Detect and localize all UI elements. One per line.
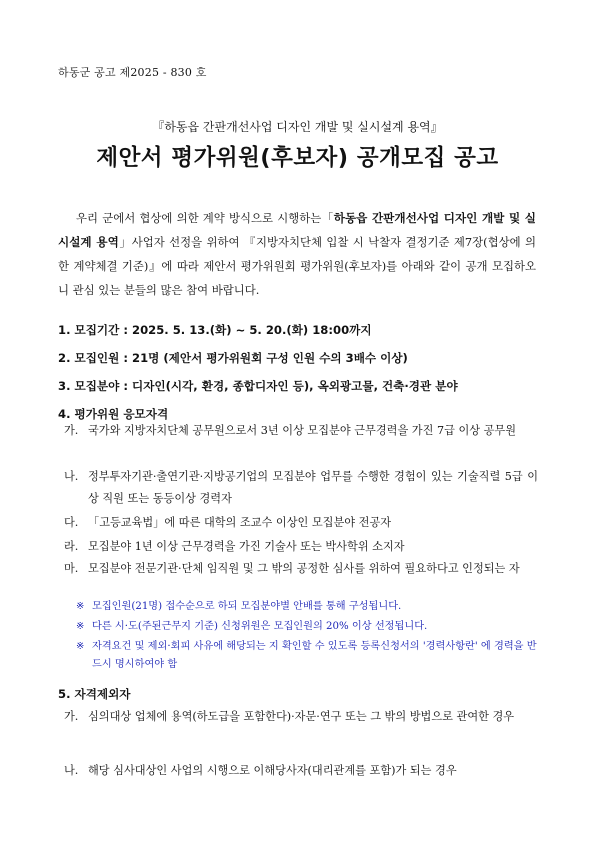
item-text: 모집분야 전문기관·단체 임직원 및 그 밖의 공정한 심사를 위하여 필요하다고 인정되는 자 bbox=[88, 562, 520, 575]
item-text: 정부투자기관·출연기관·지방공기업의 모집분야 업무를 수행한 경험이 있는 기술직렬 5급 이상 직원 또는 동등이상 경력자 bbox=[88, 470, 538, 505]
note-text: 모집인원(21명) 접수순으로 하되 모집분야별 안배를 통해 구성됩니다. bbox=[92, 601, 402, 612]
note-text: 자격요건 및 제외·회피 사유에 해당되는 지 확인할 수 있도록 등록신청서의 '경력사항란' 에 경력을 반드시 명시하여야 함 bbox=[92, 641, 537, 670]
item-text: 「고등교육법」에 따른 대학의 조교수 이상인 모집분야 전공자 bbox=[88, 516, 392, 529]
section-qualifications: 4. 평가위원 응모자격 bbox=[58, 407, 169, 421]
qualification-item bbox=[64, 536, 538, 558]
exclusion-item bbox=[64, 706, 538, 728]
item-text: 모집분야 1년 이상 근무경력을 가진 기술사 또는 박사학위 소지자 bbox=[88, 540, 405, 553]
qualification-item bbox=[64, 558, 538, 580]
item-text: 심의대상 업체에 용역(하도급을 포함한다)·자문·연구 또는 그 밖의 방법으로 관여한 경우 bbox=[88, 710, 515, 723]
note-item bbox=[76, 618, 538, 636]
notice-number: 하동군 공고 제2025 - 830 호 bbox=[58, 66, 207, 79]
qualification-item bbox=[64, 466, 538, 510]
intro-text-1: 우리 군에서 협상에 의한 계약 방식으로 시행하는「 bbox=[76, 211, 334, 225]
note-marker: ※ bbox=[76, 641, 85, 652]
section-exclusions: 5. 자격제외자 bbox=[58, 687, 131, 701]
qualification-item bbox=[64, 512, 538, 534]
exclusion-item bbox=[64, 760, 538, 782]
section-recruit-period: 1. 모집기간 : 2025. 5. 13.(화) ~ 5. 20.(화) 18:00까지 bbox=[58, 323, 372, 337]
item-text: 해당 심사대상인 사업의 시행으로 이해당사자(대리관계를 포함)가 되는 경우 bbox=[88, 764, 457, 777]
note-item bbox=[76, 598, 538, 616]
intro-paragraph bbox=[58, 206, 536, 302]
section-recruit-field: 3. 모집분야 : 디자인(시각, 환경, 종합디자인 등), 옥외광고물, 건축·경관 분야 bbox=[58, 379, 458, 393]
item-marker: 다. bbox=[64, 516, 79, 529]
item-marker: 마. bbox=[64, 562, 79, 575]
intro-text-2: 」사업자 선정을 위하여 『지방자치단체 입찰 시 낙찰자 결정기준 제7장(협상에 의한 계약체결 기준)』에 따라 제안서 평가위원회 평가위원(후보자)를 아래와 같이 공개 모집하오니 관심 있는 분들의 많은 참여 바랍니다. bbox=[58, 235, 536, 297]
item-text: 국가와 지방자치단체 공무원으로서 3년 이상 모집분야 근무경력을 가진 7급 이상 공무원 bbox=[88, 424, 517, 437]
item-marker: 가. bbox=[64, 424, 79, 437]
intro-project-name: 하동읍 간판개선사업 디자인 개발 및 실시설계 용역 bbox=[58, 211, 536, 249]
item-marker: 나. bbox=[64, 764, 79, 777]
qualification-item bbox=[64, 420, 538, 442]
page-title: 제안서 평가위원(후보자) 공개모집 공고 bbox=[96, 145, 499, 171]
note-marker: ※ bbox=[76, 601, 85, 612]
item-marker: 라. bbox=[64, 540, 79, 553]
project-subtitle: 『하동읍 간판개선사업 디자인 개발 및 실시설계 용역』 bbox=[152, 120, 443, 134]
item-marker: 가. bbox=[64, 710, 79, 723]
item-marker: 나. bbox=[64, 470, 79, 483]
note-marker: ※ bbox=[76, 621, 85, 632]
note-text: 다른 시·도(주된근무지 기준) 신청위원은 모집인원의 20% 이상 선정됩니다. bbox=[92, 621, 428, 632]
section-recruit-count: 2. 모집인원 : 21명 (제안서 평가위원회 구성 인원 수의 3배수 이상) bbox=[58, 351, 408, 365]
note-item bbox=[76, 638, 538, 674]
